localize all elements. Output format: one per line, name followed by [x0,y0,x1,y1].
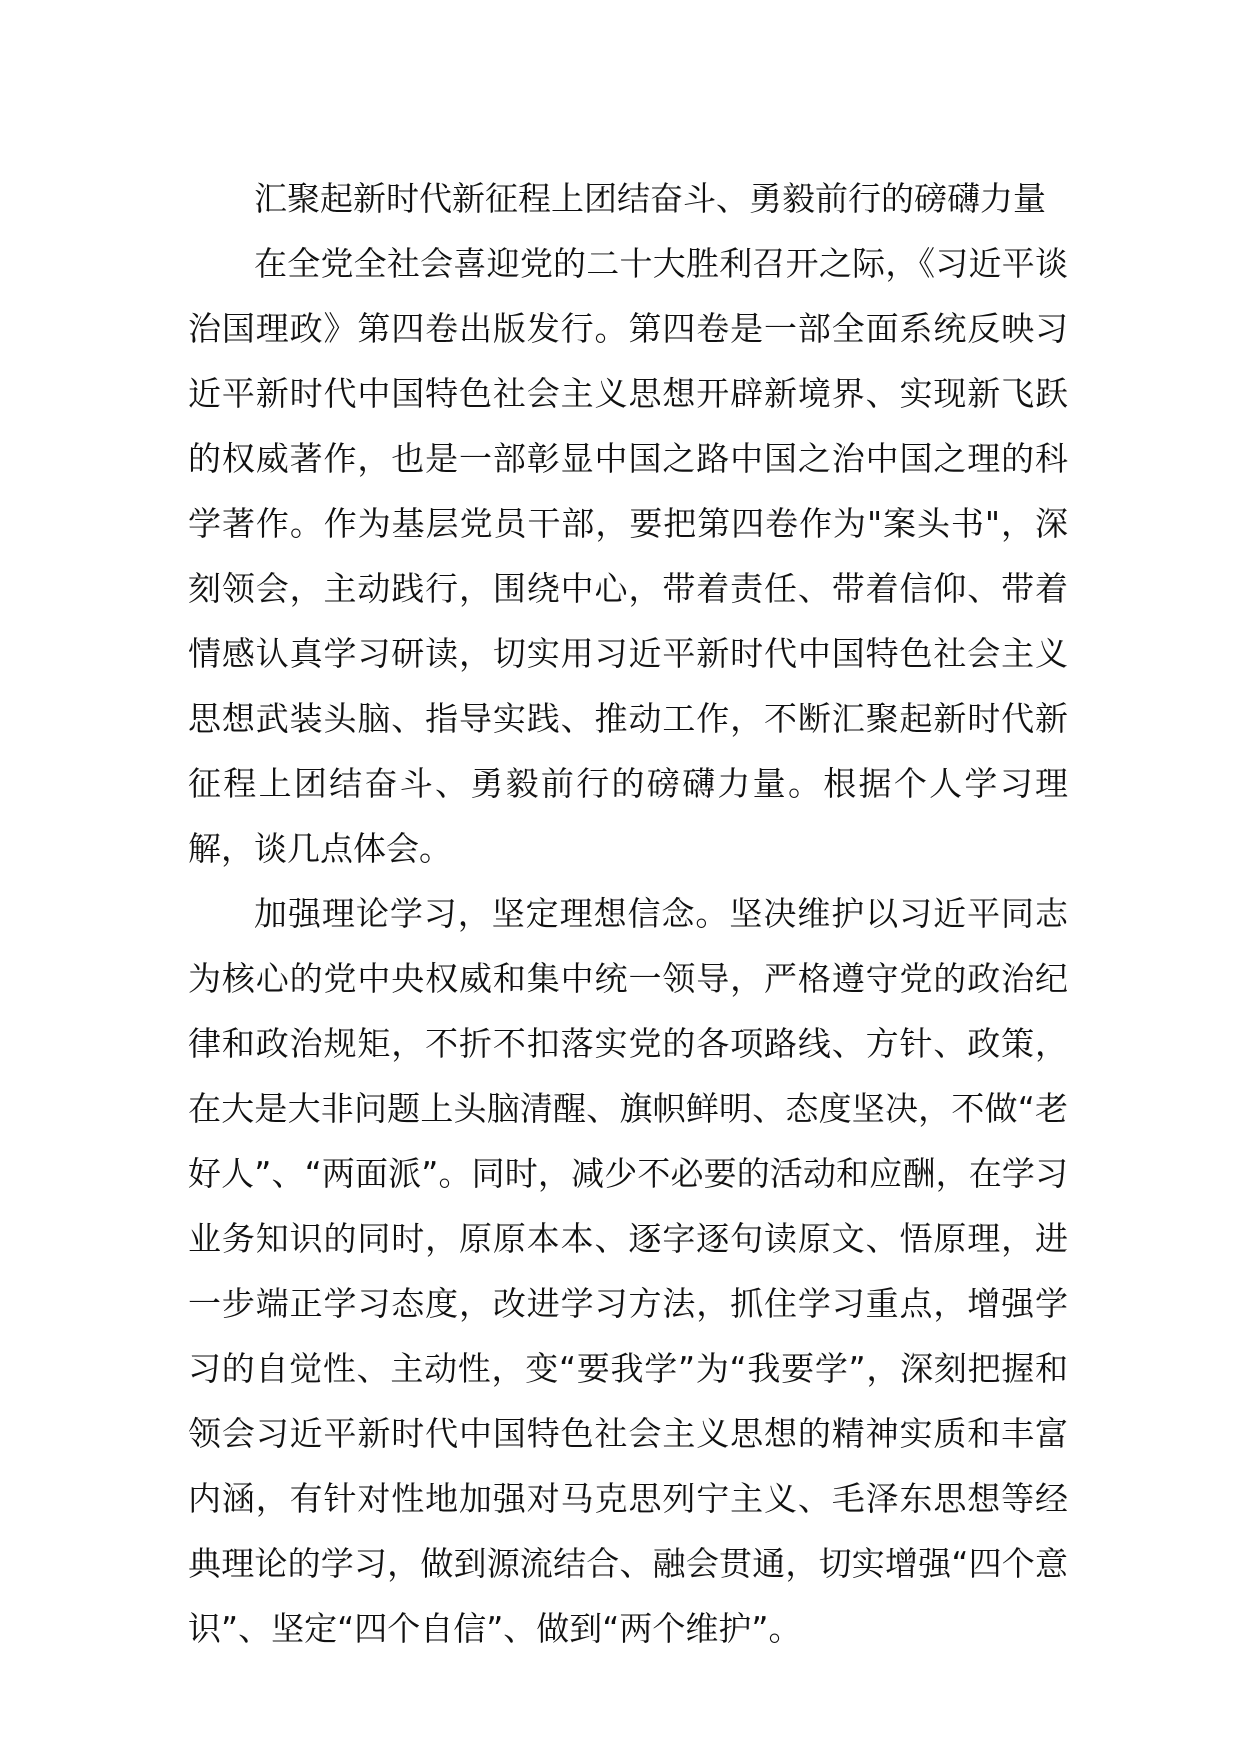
paragraph-intro: 在全党全社会喜迎党的二十大胜利召开之际，《习近平谈治国理政》第四卷出版发行。第四卷是一部全面系统反映习近平新时代中国特色社会主义思想开辟新境界、实现新飞跃的权威著作，也是一部彰显中国之路中国之治中国之理的科学著作。作为基层党员干部，要把第四卷作为"案头书"，深刻领会，主动践行，围绕中心，带着责任、带着信仰、带着情感认真学习研读，切实用习近平新时代中国特色社会主义思想武装头脑、指导实践、推动工作，不断汇聚起新时代新征程上团结奋斗、勇毅前行的磅礴力量。根据个人学习理解，谈几点体会。 [188,244,1068,868]
paragraph-theory-study: 加强理论学习，坚定理想信念。坚决维护以习近平同志为核心的党中央权威和集中统一领导，严格遵守党的政治纪律和政治规矩，不折不扣落实党的各项路线、方针、政策，在大是大非问题上头脑清醒、旗帜鲜明、态度坚决，不做“老好人”、“两面派”。同时，减少不必要的活动和应酬，在学习业务知识的同时，原原本本、逐字逐句读原文、悟原理，进一步端正学习态度，改进学习方法，抓住学习重点，增强学习的自觉性、主动性，变“要我学”为“我要学”，深刻把握和领会习近平新时代中国特色社会主义思想的精神实质和丰富内涵，有针对性地加强对马克思列宁主义、毛泽东思想等经典理论的学习，做到源流结合、融会贯通，切实增强“四个意识”、坚定“四个自信”、做到“两个维护”。 [188,894,1068,1648]
document-title: 汇聚起新时代新征程上团结奋斗、勇毅前行的磅礴力量 [254,179,1046,218]
document-body [188,166,1068,1661]
